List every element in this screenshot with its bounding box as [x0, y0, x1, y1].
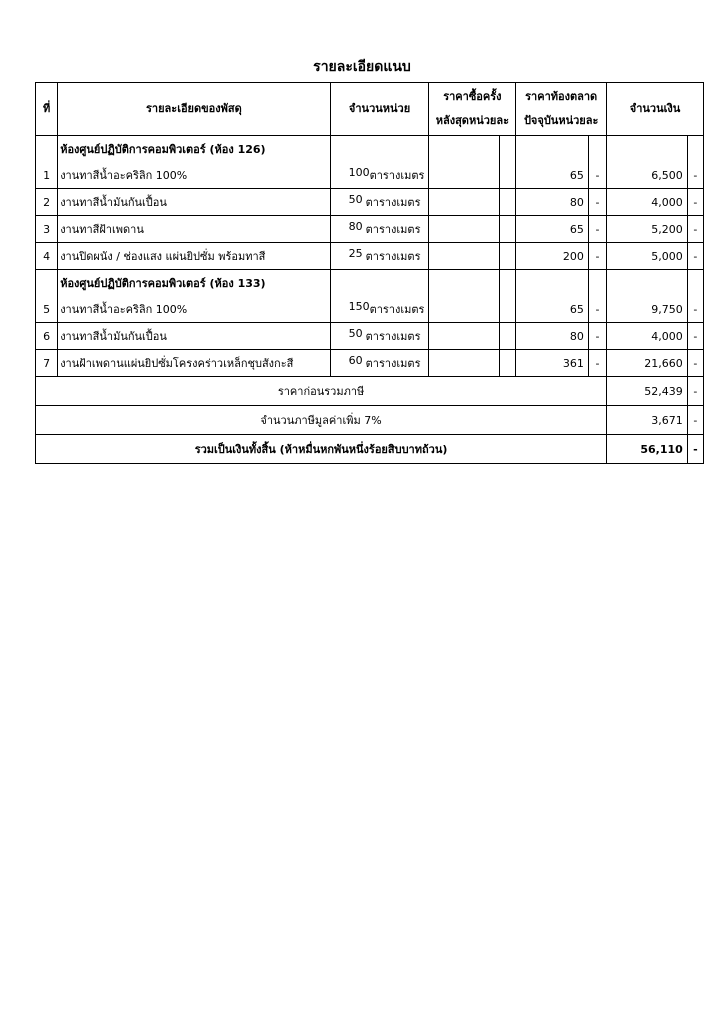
- row-amount: 21,660: [607, 350, 688, 377]
- row-qty: 100: [348, 166, 370, 179]
- row-qty-wrap: [333, 220, 427, 238]
- row-desc: งานทาสีน้ำมันกันเปื้อน: [58, 189, 330, 216]
- row-qty-wrap: [333, 247, 427, 265]
- table-body: [36, 136, 704, 464]
- subtotal-row-value: 52,439: [607, 377, 688, 406]
- header-market-price: ราคาท้องตลาด ปัจจุบันหน่วยละ: [516, 83, 607, 136]
- empty-cell: [588, 136, 606, 163]
- table-row: [36, 350, 704, 377]
- row-qty: 50: [348, 327, 363, 340]
- row-qty-cell: [330, 189, 429, 216]
- row-qty: 150: [348, 300, 370, 313]
- row-desc: งานทาสีน้ำมันกันเปื้อน: [58, 323, 330, 350]
- row-last-price-dec: [500, 243, 516, 270]
- total-row-dash: -: [687, 435, 703, 464]
- row-qty-wrap: [333, 166, 427, 184]
- total-row-label: รวมเป็นเงินทั้งสิ้น (ห้าหมื่นหกพันหนึ่งร้อยสิบบาทถ้วน): [36, 435, 607, 464]
- row-amount: 6,500: [607, 162, 688, 189]
- row-no: 4: [36, 243, 58, 270]
- header-no: ที่: [36, 83, 58, 136]
- row-market-price-dash: -: [588, 243, 606, 270]
- row-last-price-dec: [500, 162, 516, 189]
- row-desc: งานทาสีน้ำอะคริลิก 100%: [58, 296, 330, 323]
- row-amount: 5,200: [607, 216, 688, 243]
- total-row-value: 56,110: [607, 435, 688, 464]
- row-qty-cell: [330, 296, 429, 323]
- row-market-price-dash: -: [588, 189, 606, 216]
- row-market-price: 361: [516, 350, 589, 377]
- row-desc: งานทาสีฝ้าเพดาน: [58, 216, 330, 243]
- row-last-price-dec: [500, 216, 516, 243]
- group-no-cell: [36, 270, 58, 297]
- row-last-price: [429, 350, 500, 377]
- subtotal-row-dash: -: [687, 377, 703, 406]
- vat-row-label: จำนวนภาษีมูลค่าเพิ่ม 7%: [36, 406, 607, 435]
- header-amount: จำนวนเงิน: [607, 83, 704, 136]
- table-row: [36, 189, 704, 216]
- empty-cell: [607, 270, 688, 297]
- row-market-price-dash: -: [588, 216, 606, 243]
- row-qty-cell: [330, 162, 429, 189]
- row-amount-dash: -: [687, 296, 703, 323]
- row-qty-cell: [330, 323, 429, 350]
- row-amount: 4,000: [607, 189, 688, 216]
- header-row: [36, 83, 704, 136]
- row-amount-dash: -: [687, 350, 703, 377]
- header-desc: รายละเอียดของพัสดุ: [58, 83, 330, 136]
- row-qty-cell: [330, 243, 429, 270]
- row-market-price: 65: [516, 162, 589, 189]
- row-amount-dash: -: [687, 323, 703, 350]
- empty-cell: [516, 136, 589, 163]
- row-qty: 25: [348, 247, 363, 260]
- group-header-row: [36, 136, 704, 163]
- detail-table: [35, 82, 704, 464]
- group-label: ห้องศูนย์ปฏิบัติการคอมพิวเตอร์ (ห้อง 133): [58, 270, 330, 297]
- table-row: [36, 296, 704, 323]
- row-desc: งานปิดผนัง / ช่องแสง แผ่นยิปซั่ม พร้อมทาสี: [58, 243, 330, 270]
- page-title: รายละเอียดแนบ: [313, 59, 411, 75]
- row-qty: 50: [348, 193, 363, 206]
- row-market-price-dash: -: [588, 296, 606, 323]
- row-market-price: 65: [516, 296, 589, 323]
- row-market-price: 65: [516, 216, 589, 243]
- empty-cell: [330, 270, 429, 297]
- total-row: [36, 435, 704, 464]
- row-qty-cell: [330, 216, 429, 243]
- row-qty-wrap: [333, 354, 427, 372]
- row-last-price: [429, 162, 500, 189]
- row-no: 1: [36, 162, 58, 189]
- row-amount: 4,000: [607, 323, 688, 350]
- empty-cell: [588, 270, 606, 297]
- row-market-price-dash: -: [588, 162, 606, 189]
- empty-cell: [429, 270, 500, 297]
- row-desc: งานทาสีน้ำอะคริลิก 100%: [58, 162, 330, 189]
- row-unit: ตารางเมตร: [365, 330, 421, 343]
- row-amount: 9,750: [607, 296, 688, 323]
- row-no: 7: [36, 350, 58, 377]
- empty-cell: [607, 136, 688, 163]
- empty-cell: [516, 270, 589, 297]
- row-market-price: 80: [516, 189, 589, 216]
- row-no: 5: [36, 296, 58, 323]
- row-last-price-dec: [500, 189, 516, 216]
- row-no: 2: [36, 189, 58, 216]
- row-market-price-dash: -: [588, 350, 606, 377]
- row-no: 3: [36, 216, 58, 243]
- row-unit: ตารางเมตร: [365, 223, 421, 236]
- empty-cell: [687, 136, 703, 163]
- row-last-price: [429, 243, 500, 270]
- empty-cell: [429, 136, 500, 163]
- row-last-price: [429, 323, 500, 350]
- group-no-cell: [36, 136, 58, 163]
- row-last-price-dec: [500, 296, 516, 323]
- row-qty-wrap: [333, 300, 427, 318]
- row-last-price: [429, 189, 500, 216]
- table-row: [36, 243, 704, 270]
- row-unit: ตารางเมตร: [365, 196, 421, 209]
- empty-cell: [500, 136, 516, 163]
- table-row: [36, 162, 704, 189]
- empty-cell: [330, 136, 429, 163]
- row-qty: 80: [348, 220, 363, 233]
- vat-row-value: 3,671: [607, 406, 688, 435]
- row-unit: ตารางเมตร: [365, 357, 421, 370]
- header-qty: จำนวนหน่วย: [330, 83, 429, 136]
- group-label: ห้องศูนย์ปฏิบัติการคอมพิวเตอร์ (ห้อง 126): [58, 136, 330, 163]
- row-last-price-dec: [500, 323, 516, 350]
- row-amount-dash: -: [687, 162, 703, 189]
- row-qty: 60: [348, 354, 363, 367]
- row-desc: งานฝ้าเพดานแผ่นยิปซั่มโครงคร่าวเหล็กชุบสังกะสี: [58, 350, 330, 377]
- row-market-price: 80: [516, 323, 589, 350]
- row-amount-dash: -: [687, 189, 703, 216]
- table-row: [36, 323, 704, 350]
- row-market-price: 200: [516, 243, 589, 270]
- row-last-price-dec: [500, 350, 516, 377]
- row-qty-cell: [330, 350, 429, 377]
- row-last-price: [429, 296, 500, 323]
- group-header-row: [36, 270, 704, 297]
- row-amount-dash: -: [687, 216, 703, 243]
- subtotal-row-label: ราคาก่อนรวมภาษี: [36, 377, 607, 406]
- row-market-price-dash: -: [588, 323, 606, 350]
- row-qty-wrap: [333, 327, 427, 345]
- subtotal-row: [36, 377, 704, 406]
- row-unit: ตารางเมตร: [369, 169, 425, 182]
- row-amount: 5,000: [607, 243, 688, 270]
- empty-cell: [500, 270, 516, 297]
- row-amount-dash: -: [687, 243, 703, 270]
- row-unit: ตารางเมตร: [365, 250, 421, 263]
- row-last-price: [429, 216, 500, 243]
- row-no: 6: [36, 323, 58, 350]
- row-qty-wrap: [333, 193, 427, 211]
- row-unit: ตารางเมตร: [369, 303, 425, 316]
- vat-row: [36, 406, 704, 435]
- table-row: [36, 216, 704, 243]
- vat-row-dash: -: [687, 406, 703, 435]
- empty-cell: [687, 270, 703, 297]
- header-last-price: ราคาซื้อครั้ง หลังสุดหน่วยละ: [429, 83, 516, 136]
